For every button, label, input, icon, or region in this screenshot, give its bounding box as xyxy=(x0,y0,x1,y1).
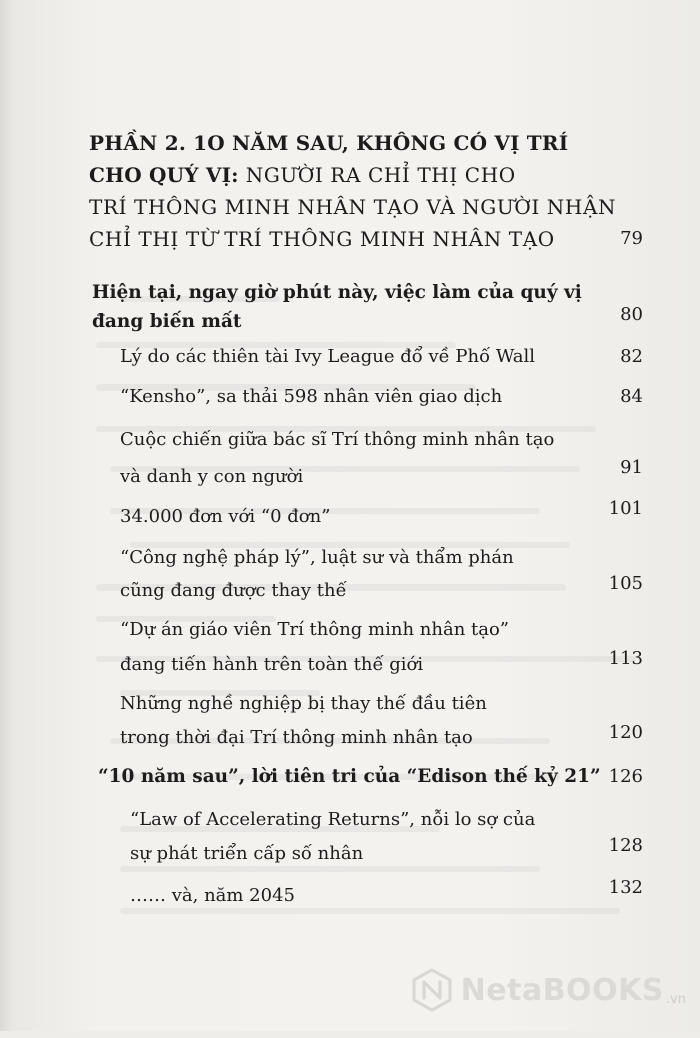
toc-entry-line: “Công nghệ pháp lý”, luật sư và thẩm phán xyxy=(120,547,514,568)
toc-entry-page: 120 xyxy=(608,722,643,743)
section-title-line-2 xyxy=(89,163,516,187)
toc-entry-line: “Law of Accelerating Returns”, nỗi lo sợ của xyxy=(130,809,536,830)
toc-entry-page: 128 xyxy=(608,835,643,856)
toc-entry-page: 132 xyxy=(608,877,643,898)
toc-entry-page: 105 xyxy=(608,573,643,594)
toc-entry-page: 82 xyxy=(620,346,643,367)
toc-entry-line: Những nghề nghiệp bị thay thế đầu tiên xyxy=(120,693,487,714)
toc-entry-line: đang tiến hành trên toàn thế giới xyxy=(120,654,424,675)
toc-entry-line: “Kensho”, sa thải 598 nhân viên giao dịch xyxy=(120,386,503,407)
toc-entry-line: Lý do các thiên tài Ivy League đổ về Phố Wall xyxy=(120,346,536,367)
toc-entry-line: …… và, năm 2045 xyxy=(130,885,295,906)
toc-entry-line: “10 năm sau”, lời tiên tri của “Edison thế kỷ 21” xyxy=(98,766,601,787)
toc-entry-page: 84 xyxy=(620,386,643,407)
toc-entry-line: và danh y con người xyxy=(120,466,304,487)
section-title-line-1: PHẦN 2. 1O NĂM SAU, KHÔNG CÓ VỊ TRÍ xyxy=(89,131,569,155)
section-title-strong: CHO QUÝ VỊ: xyxy=(89,163,239,187)
section-title-line-4: CHỈ THỊ TỪ TRÍ THÔNG MINH NHÂN TẠO xyxy=(89,227,555,251)
toc-entry-line: trong thời đại Trí thông minh nhân tạo xyxy=(120,727,473,748)
toc-entry-line: 34.000 đơn với “0 đơn” xyxy=(120,506,331,527)
section-page-number: 79 xyxy=(620,228,643,249)
toc-entry-line: Hiện tại, ngay giờ phút này, việc làm của quý vị xyxy=(92,282,582,303)
toc-entry-page: 126 xyxy=(608,766,643,787)
toc-entry-page: 101 xyxy=(608,498,643,519)
toc-entry-page: 91 xyxy=(620,457,643,478)
toc-entry-line: đang biến mất xyxy=(92,311,242,332)
toc-entry-page: 113 xyxy=(608,648,643,669)
section-title-line-3: TRÍ THÔNG MINH NHÂN TẠO VÀ NGƯỜI NHẬN xyxy=(89,195,617,219)
toc-entry-line: “Dự án giáo viên Trí thông minh nhân tạo” xyxy=(120,619,510,640)
netabooks-watermark xyxy=(409,967,686,1013)
toc-entry-line: cũng đang được thay thế xyxy=(120,580,347,601)
toc-entry-line: sự phát triển cấp số nhân xyxy=(130,843,364,864)
neta-logo-icon xyxy=(409,967,455,1013)
section-title-rest: NGƯỜI RA CHỈ THỊ CHO xyxy=(238,163,516,187)
watermark-suffix: .vn xyxy=(665,992,686,1007)
toc-entry-page: 80 xyxy=(620,304,643,325)
toc-entry-line: Cuộc chiến giữa bác sĩ Trí thông minh nhân tạo xyxy=(120,429,555,450)
watermark-brand: NetaBOOKS xyxy=(460,972,664,1008)
